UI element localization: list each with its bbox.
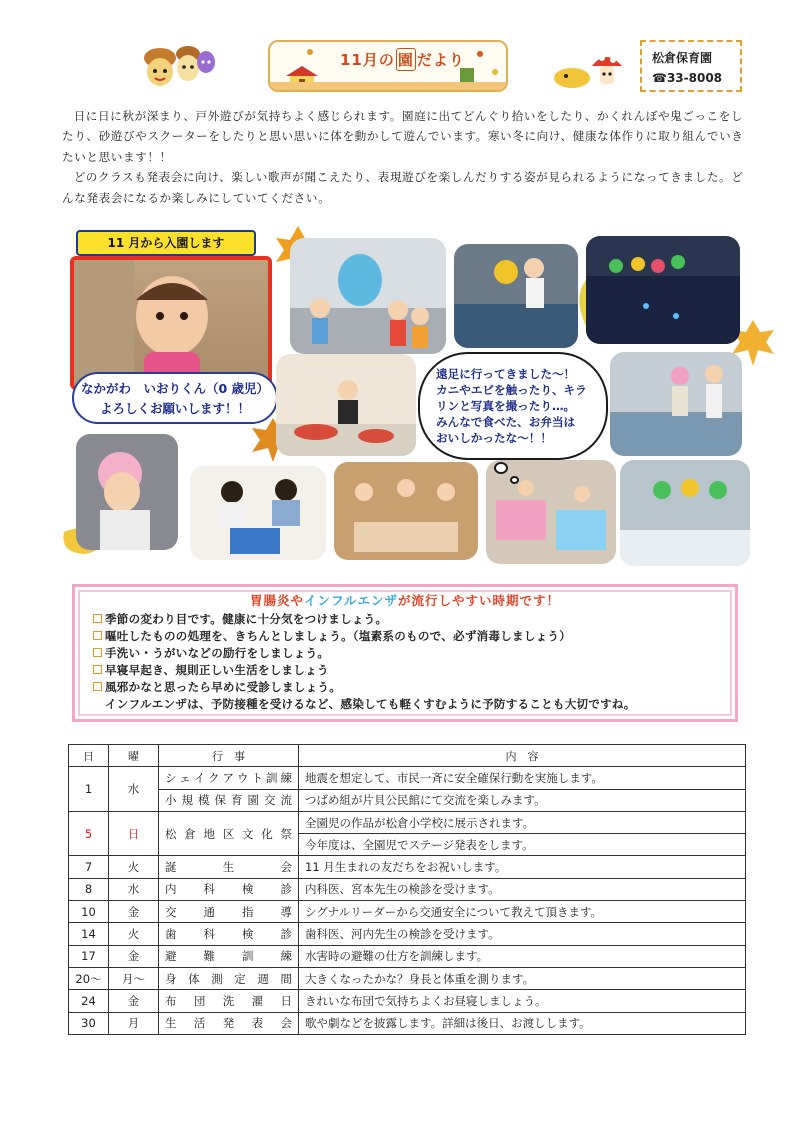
cell-weekday: 金: [109, 901, 159, 923]
photo-touch-pool: [454, 244, 578, 348]
cell-event: 誕生会: [159, 856, 299, 878]
photo-puzzle-play: [190, 466, 326, 560]
photo-aquarium-mascot: [290, 238, 446, 354]
title-prefix: 11月の: [340, 51, 395, 69]
newcomer-greeting: よろしくお願いします！！: [99, 401, 250, 416]
cell-weekday: 水: [109, 767, 159, 812]
title-suffix: だより: [416, 51, 465, 69]
cell-weekday: 金: [109, 990, 159, 1012]
cell-event: 歯科検診: [159, 923, 299, 945]
trip-line-5: おいしかったな～！！: [436, 431, 552, 445]
title-kanji-box: 園: [396, 48, 416, 71]
intro-paragraph-1: 日に日に秋が深まり、戸外遊びが気持ちよく感じられます。園庭に出てどんぐり拾いをしたり、かくれんぼや鬼ごっこをしたり、砂遊びやスクーターをしたりと思い思いに体を動かして遊んでいます。寒い冬に向け、健康な体作りに取り組んでいきたいと思います！！: [62, 109, 744, 164]
health-title: [93, 593, 717, 609]
trip-line-1: 遠足に行ってきました～！: [436, 367, 576, 381]
table-row: [69, 789, 746, 811]
cell-event: 布団洗濯日: [159, 990, 299, 1012]
cell-details: 歯科医、河内先生の検診を受けます。: [299, 923, 746, 945]
health-tip: 風邪かなと思ったら早めに受診しましょう。: [93, 679, 717, 696]
cell-event: シェイクアウト訓練: [159, 767, 299, 789]
cell-event: 小規模保育園交流: [159, 789, 299, 811]
table-row: [69, 878, 746, 900]
table-header-row: [69, 745, 746, 767]
cell-details: 地震を想定して、市民一斉に安全確保行動を実施します。: [299, 767, 746, 789]
table-row: [69, 967, 746, 989]
title-ground-strip: [270, 82, 506, 90]
cell-weekday: 火: [109, 856, 159, 878]
thought-bubble-dot: [494, 462, 508, 474]
cell-event: 避難訓練: [159, 945, 299, 967]
school-name: 松倉保育園: [652, 51, 713, 65]
cell-details: きれいな布団で気持ちよくお昼寝しましょう。: [299, 990, 746, 1012]
cell-details: 全園児の作品が松倉小学校に展示されます。: [299, 811, 746, 833]
cell-weekday: 火: [109, 923, 159, 945]
cell-details: 11 月生まれの友だちをお祝いします。: [299, 856, 746, 878]
cell-details: 大きくなったかな？身長と体重を測ります。: [299, 967, 746, 989]
checkbox-icon: [93, 682, 102, 691]
cell-day: 14: [69, 923, 109, 945]
event-schedule-table: [68, 744, 746, 1035]
photo-bus-ride: [76, 434, 178, 550]
health-tip: 嘔吐したものの処理を、きちんとしましょう。（塩素系のもので、必ず消毒しましょう）: [93, 628, 717, 645]
header-event: 行 事: [159, 745, 299, 767]
newsletter-title-banner: [268, 40, 508, 92]
header-details: 内 容: [299, 745, 746, 767]
photo-lunch-time: [334, 462, 478, 560]
cell-day: 1: [69, 767, 109, 812]
cell-details: 水害時の避難の仕方を訓練します。: [299, 945, 746, 967]
newcomer-name: なかがわ いおりくん（0 歳児）: [80, 381, 270, 396]
cell-details: つばめ組が片貝公民館にて交流を楽しみます。: [299, 789, 746, 811]
cell-details: 今年度は、全園児でステージ発表をします。: [299, 834, 746, 856]
cell-event: 内科検診: [159, 878, 299, 900]
health-tip: 季節の変わり目です。健康に十分気をつけましょう。: [93, 611, 717, 628]
table-row: [69, 901, 746, 923]
cell-event: 交通指導: [159, 901, 299, 923]
cell-day: 24: [69, 990, 109, 1012]
table-row: [69, 767, 746, 789]
trip-line-3: リンと写真を撮ったり…。: [436, 399, 576, 413]
cell-day: 20～: [69, 967, 109, 989]
thought-bubble-dot: [510, 476, 519, 484]
photo-aquarium-tank: [586, 236, 740, 344]
newcomer-caption: [72, 372, 278, 424]
trip-report-bubble: [418, 352, 608, 460]
health-note: インフルエンザは、予防接種を受けるなど、感染しても軽くすむように予防することも大切ですね。: [105, 697, 636, 711]
cell-weekday: 日: [109, 811, 159, 856]
cell-details: シグナルリーダーから交通安全について教えて頂きます。: [299, 901, 746, 923]
checkbox-icon: [93, 614, 102, 623]
cell-event: 松倉地区文化祭: [159, 811, 299, 856]
health-tip: 手洗い・うがいなどの励行をしましょう。: [93, 645, 717, 662]
cell-weekday: 月: [109, 1012, 159, 1034]
cell-event: 身体測定週間: [159, 967, 299, 989]
table-row: [69, 923, 746, 945]
table-row: [69, 990, 746, 1012]
trip-line-4: みんなで食べた、お弁当は: [436, 415, 576, 429]
newcomer-photo: [70, 256, 272, 390]
health-title-part2: や: [290, 593, 304, 608]
table-row: [69, 811, 746, 833]
cell-weekday: 月～: [109, 967, 159, 989]
checkbox-icon: [93, 665, 102, 674]
health-title-part1: 胃腸炎: [249, 593, 291, 608]
header-day: 日: [69, 745, 109, 767]
cell-day: 5: [69, 811, 109, 856]
cell-day: 30: [69, 1012, 109, 1034]
cell-weekday: 金: [109, 945, 159, 967]
checkbox-icon: [93, 631, 102, 640]
cell-weekday: 水: [109, 878, 159, 900]
table-row: [69, 856, 746, 878]
mushroom-mascot-illustration: [548, 44, 628, 92]
photo-group-exhibit: [620, 460, 750, 566]
school-phone: ☎33-8008: [652, 71, 723, 85]
table-row: [69, 1012, 746, 1034]
cell-day: 17: [69, 945, 109, 967]
cell-day: 10: [69, 901, 109, 923]
cell-day: 8: [69, 878, 109, 900]
header-weekday: 曜: [109, 745, 159, 767]
intro-text: [62, 106, 750, 208]
newsletter-title: [340, 48, 465, 71]
cell-details: 内科医、宮本先生の検診を受けます。: [299, 878, 746, 900]
photo-toy-play: [276, 354, 416, 456]
health-title-part4: が流行しやすい時期です！: [398, 593, 561, 608]
health-title-part3: インフルエンザ: [304, 593, 399, 608]
trip-line-2: カニやエビを触ったり、キラ: [436, 383, 587, 397]
school-info-box: [640, 40, 742, 92]
acorn-mascots-illustration: [140, 42, 218, 90]
table-row: [69, 945, 746, 967]
intro-paragraph-2: どのクラスも発表会に向け、楽しい歌声が聞こえたり、表現遊びを楽しんだりする姿が見られるようになってきました。どんな発表会になるか楽しみにしていてください。: [62, 170, 744, 205]
checkbox-icon: [93, 648, 102, 657]
photo-picnic-mats: [486, 460, 616, 564]
photo-exhibit-pointing: [610, 352, 742, 456]
health-notice-box: [72, 584, 738, 722]
health-tips-list: [93, 611, 717, 713]
cell-event: 生活発表会: [159, 1012, 299, 1034]
cell-day: 7: [69, 856, 109, 878]
newcomer-ribbon: 11 月から入園します: [76, 230, 256, 256]
cell-details: 歌や劇などを披露します。詳細は後日、お渡しします。: [299, 1012, 746, 1034]
health-tip: 早寝早起き、規則正しい生活をしましょう: [93, 662, 717, 679]
